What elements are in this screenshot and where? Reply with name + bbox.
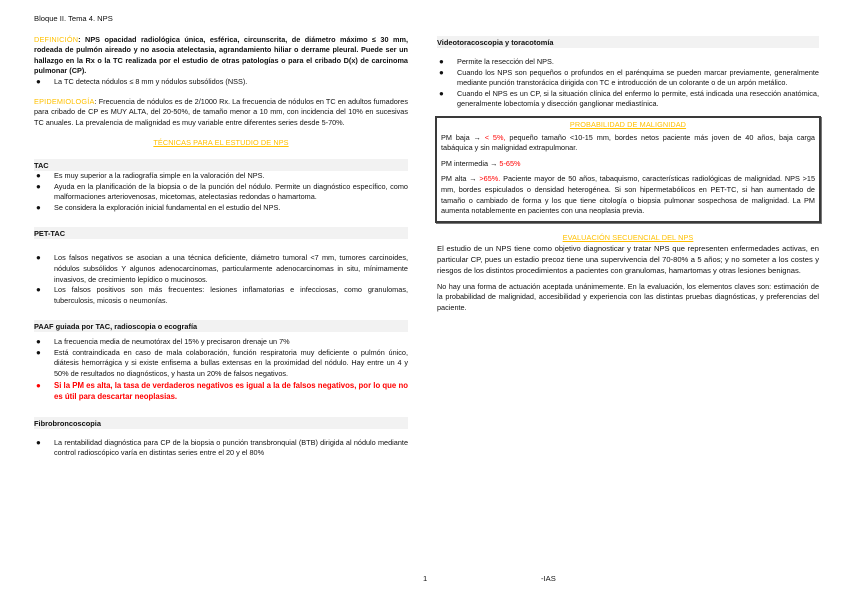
section-header-tac: TAC [34,159,408,171]
bullet-icon: ● [36,202,41,212]
bullet-icon: ● [439,67,444,77]
bullet-icon: ● [36,181,41,191]
list-item: ● Es muy superior a la radiografía simple en la valoración del NPS. [36,170,265,180]
bullet-icon: ● [36,170,41,180]
document-title: Bloque II. Tema 4. NPS [34,14,113,23]
malignancy-heading: PROBABILIDAD DE MALIGNIDAD [569,119,687,129]
section-header-fibrobroncoscopia: Fibrobroncoscopia [34,417,408,429]
techniques-heading: TÉCNICAS PARA EL ESTUDIO DE NPS [153,138,289,148]
epidemiology-label: EPIDEMIOLOGÍA [34,96,95,106]
list-item: ● Cuando el NPS es un CP, si la situación clínica del enfermo lo permite, está indicada una resección anatómica, generalmente lobectomía y disección ganglionar mediastínica. [439,88,819,109]
evaluation-heading: EVALUACIÓN SECUENCIAL DEL NPS [562,232,694,242]
arrow-right-icon: → [469,174,477,184]
page-number: 1 [423,574,428,583]
arrow-right-icon: → [473,132,481,142]
section-header-pet-tac: PET-TAC [34,227,408,239]
list-item: ● La frecuencia media de neumotórax del 15% y precisaron drenaje un 7% [36,337,290,347]
definition-label: DEFINICIÓN [34,34,79,44]
list-item: ● La TC detecta nódulos ≤ 8 mm y nódulos subsólidos (NSS). [36,76,248,86]
bullet-icon: ● [36,437,41,447]
list-item: ● Los falsos positivos son más frecuentes: lesiones inflamatorias e infecciosas, como granulomas, tuberculosis, micosis o neumonías. [36,285,408,305]
section-header-paaf: PAAF guiada por TAC, radioscopia o ecografía [34,320,408,332]
pm-high-value: >65%. [479,174,501,184]
bullet-icon: ● [36,347,41,357]
right-column [437,36,819,313]
bullet-icon: ● [439,57,444,66]
list-item: ● Se considera la exploración inicial fundamental en el estudio del NPS. [36,202,281,212]
paaf-bullets [34,337,408,402]
evaluation-paragraph-1: El estudio de un NPS tiene como objetivo diagnosticar y tratar NPS que representen enfermedades activas, en particular CP, pues un estadio precoz tiene una supervivencia del 70-80% a 5 años; y no someter a los costes y riesgos de los distintos procedimientos a pacientes con granulomas, hamartomas y otras lesiones benignas. [437,244,819,275]
pet-tac-bullets [34,253,408,306]
definition-bullets [34,77,408,88]
list-item: ● Cuando los NPS son pequeños o profundos en el parénquima se pueden marcar previamente, generalmente mediante punción transtorácica dirigida con TC e introducción de un colorante o de un arpón metálico. [439,67,819,88]
footer-tag: -IAS [541,574,556,583]
epidemiology-text: : Frecuencia de nódulos es de 2/1000 Rx. La frecuencia de nódulos en TC en adultos fumadores para cribado de CP es MUY ALTA, del 20-50%, de tamaño menor a 10 mm, con incidencia del 10% en sucesivas TC anuales. La prevalencia de malignidad es muy variable entre diferentes series desde 5-70%. [34,96,408,127]
pm-low-value: < 5%, [484,132,506,142]
videotoracoscopia-bullets [437,57,819,110]
list-item: ● La rentabilidad diagnóstica para CP de la biopsia o punción transbronquial (BTB) dirigida al nódulo mediante control radioscópico varía en distintas series entre el 20 y el 80% [36,437,408,458]
malignancy-probability-box [435,116,821,223]
list-item: ● Está contraindicada en caso de mala colaboración, función respiratoria muy deficiente o pulmón único, diátesis hemorrágica y si existe enfisema a bullas extensas en la proximidad del nódulo. Hay entre un 4 y 50% de resultados no diagnósticos, y hasta un 20% de falsos negativos. [36,347,408,379]
fibrobroncoscopia-bullets [34,438,408,459]
tac-bullets [34,171,408,213]
alert-list-item: ● Si la PM es alta, la tasa de verdaderos negativos es igual a la de falsos negativos, por lo que no es útil para descartar neoplasias. [36,380,408,402]
list-item: ● Ayuda en la planificación de la biopsia o de la punción del nódulo. Permite un diagnóstico específico, como malformaciones arteriovenosas, micetomas, atelectasias redondas o hamartoma. [36,181,408,202]
pm-low: PM baja → < 5%, pequeño tamaño <10-15 mm, bordes netos paciente más joven de 40 años, baja carga tabáquica y sin malignidad extrapulmonar. [441,132,815,153]
section-header-videotoracoscopia: Videotoracoscopia y toracotomía [437,36,819,48]
bullet-icon: ● [36,76,41,86]
pm-intermediate: PM intermedia → 5-65% [441,158,521,168]
evaluation-paragraph-2: No hay una forma de actuación aceptada unánimemente. En la evaluación, los elementos claves son: estimación de la probabilidad de malignidad, accesibilidad y experiencia con las distintas pruebas diagnósticas, y preferencias del paciente. [437,281,819,312]
bullet-icon: ● [36,380,41,390]
epidemiology-paragraph [34,97,408,129]
bullet-icon: ● [439,88,444,98]
list-item: ● Los falsos negativos se asocian a una técnica deficiente, diámetro tumoral <7 mm, tumores carcinoides, nódulos subsólidos Y algunos adenocarcinomas, particularmente adenocarcinomas in situ, mínimamente invasivos, de crecimiento lepídico o mucinosos. [36,253,408,284]
pm-intermediate-value: 5-65% [499,158,521,168]
bullet-icon: ● [36,337,41,347]
list-item: ● Permite la resección del NPS. [439,57,554,66]
arrow-right-icon: → [490,158,498,168]
pm-high: PM alta → >65%. Paciente mayor de 50 años, tabaquismo, características radiológicas de malignidad. NPS >15 mm, bordes espiculados o densidad heterogénea. Si son hipermetabólicos en PET-TC, si han aumentado de tamaño o cambiado de forma y los que tiene citología o biopsia pulmonar sospechosa de malignidad. La PM aumenta notablemente en pacientes con una neoplasia previa. [441,174,816,216]
definition-text: : NPS opacidad radiológica única, esférica, circunscrita, de diámetro máximo ≤ 30 mm, rodeada de pulmón aireado y no asocia atelectasia, agrandamiento hiliar o derrame pleural. Puede ser un hallazgo en la Rx o la TC realizada por el estudio de otras patologías o para el cribado D(x) de carcinoma pulmonar (CP). [34,34,408,76]
bullet-icon: ● [36,285,41,295]
bullet-icon: ● [36,253,41,263]
left-column [34,14,408,459]
definition-paragraph [34,35,408,77]
